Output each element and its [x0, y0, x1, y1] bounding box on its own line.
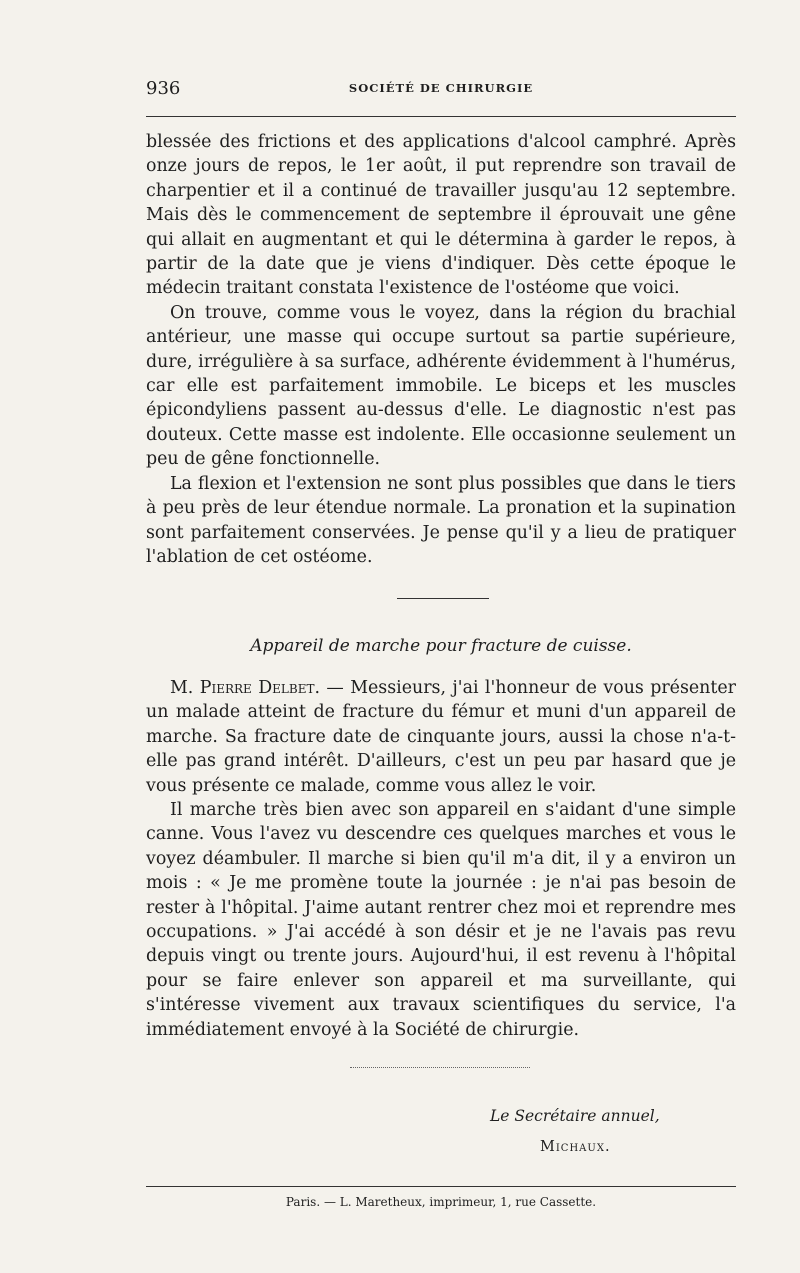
section-separator: [397, 598, 489, 599]
paragraph: La flexion et l'extension ne sont plus possibles que dans le tiers à peu près de leur étendue normale. La pronation et la supination sont parfaitement conservées. Je pense qu'il y a lieu de pratiquer l'ablation de cet ostéome.: [146, 473, 736, 567]
paragraph: On trouve, comme vous le voyez, dans la région du brachial antérieur, une masse qui occupe surtout sa partie supérieure, dure, irrégulière à sa surface, adhérente évidemment à l'humérus, car elle est parfaitement immobile. Le biceps et les muscles épicondyliens passent au-dessus d'elle. Le diagnostic n'est pas douteux. Cette masse est indolente. Elle occasionne seulement un peu de gêne fonctionnelle.: [146, 302, 736, 470]
section-title: Appareil de marche pour fracture de cuisse.: [250, 636, 632, 656]
paragraph: blessée des frictions et des applications d'alcool camphré. Après onze jours de repos, le 1er août, il put reprendre son travail de charpentier et il a continué de travailler jusqu'au 12 septembre. Mais dès le commencement de septembre il éprouvait une gêne qui allait en augmentant et qui le détermina à garder le repos, à partir de la date que je viens d'indiquer. Dès cette époque le médecin traitant constata l'existence de l'ostéome que voici.: [146, 132, 736, 299]
paragraph: [146, 676, 736, 798]
paragraph: Il marche très bien avec son appareil en s'aidant d'une simple canne. Vous l'avez vu descendre ces quelques marches et vous le voyez déambuler. Il marche si bien qu'il m'a dit, il y a environ un mois : « Je me promène toute la journée : je n'ai pas besoin de rester à l'hôpital. J'aime autant rentrer chez moi et reprendre mes occupations. » J'ai accédé à son désir et je ne l'avais pas revu depuis vingt ou trente jours. Aujourd'hui, il est revenu à l'hôpital pour se faire enlever son appareil et ma surveillante, qui s'intéresse vivement aux travaux scientifiques du service, l'a immédiatement envoyé à la Société de chirurgie.: [146, 800, 736, 1040]
header-rule: [146, 116, 736, 117]
printer-imprint: Paris. — L. Maretheux, imprimeur, 1, rue Cassette.: [285, 1195, 597, 1209]
signature-role: Le Secrétaire annuel,: [490, 1107, 660, 1125]
main-text: [146, 130, 736, 569]
section-text: [146, 676, 736, 1042]
speaker-name: M. Pierre Delbet.: [170, 678, 320, 698]
running-title: SOCIÉTÉ DE CHIRURGIE: [348, 81, 534, 95]
footer-rule: [146, 1186, 736, 1187]
dotted-separator: [350, 1067, 530, 1068]
paragraph-text: — Messieurs, j'ai l'honneur de vous présenter un malade atteint de fracture du fémur et muni d'un appareil de marche. Sa fracture date de cinquante jours, aussi la chose n'a-t-elle pas grand intérêt. D'ailleurs, c'est un peu par hasard que je vous présente ce malade, comme vous allez le voir.: [146, 678, 736, 796]
signature-name: Michaux.: [540, 1139, 611, 1155]
page-header: [146, 78, 736, 100]
page-number: 936: [146, 78, 181, 99]
